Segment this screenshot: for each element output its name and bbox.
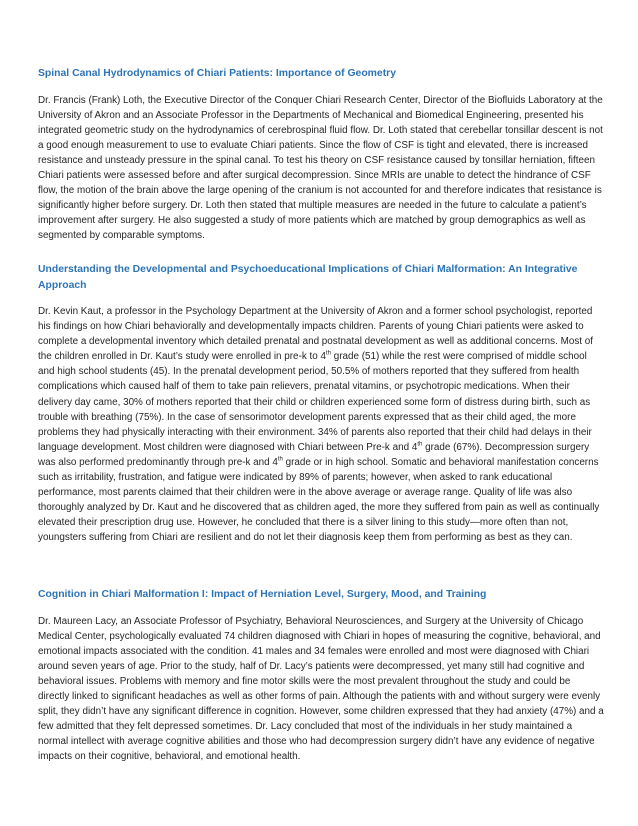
section-developmental	[38, 262, 604, 546]
section-heading: Spinal Canal Hydrodynamics of Chiari Patients: Importance of Geometry	[38, 68, 396, 79]
section-body: Dr. Maureen Lacy, an Associate Professor of Psychiatry, Behavioral Neurosciences, and Surgery at the University of Chicago Medical Center, psychologically evaluated 74 children diagnosed with Chiari in hopes of measuring the cognitive, behavioral, and emotional impacts associated with the condition. 41 males and 34 females were enrolled and most were diagnosed with Chiari around seven years of age. Prior to the study, half of Dr. Lacy’s patients were decompressed, yet many still had cognitive and behavioral issues. Problems with memory and fine motor skills were the most prevalent throughout the study and could be directly linked to significant headaches as well as other forms of pain. Although the patients with and without surgery were evenly split, they didn’t have any significant difference in cognition. However, some children expressed that they had anxiety (47%) and a few admitted that they felt depressed sometimes. Dr. Lacy concluded that most of the individuals in her study maintained a normal intellect with average cognitive abilities and those who had decompression surgery didn’t have any evidence of negative impacts on their cognitive, behavioral, and emotional health.	[38, 615, 604, 763]
section-spinal-canal	[38, 66, 604, 243]
section-body: Dr. Francis (Frank) Loth, the Executive Director of the Conquer Chiari Research Center, Director of the Biofluids Laboratory at the University of Akron and an Associate Professor in the Departments of Mechanical and Biomedical Engineering, presented his integrated geometric study on the hydrodynamics of cerebrospinal fluid flow. Dr. Loth stated that cerebellar tonsillar descent is not a good enough measurement to use to evaluate Chiari patients. Since the flow of CSF is tight and elevated, there is increased resistance and unsteady pressure in the spinal canal. To test his theory on CSF resistance caused by tonsillar herniation, fifteen Chiari patients were assessed before and after surgical decompression. Since MRIs are unable to detect the hindrance of CSF flow, the motion of the brain above the large opening of the cranium is not accounted for and therefore indicates that resistance is significantly higher before surgery. Dr. Loth then stated that multiple measures are needed in the future to calculate a patient’s improvement after surgery. He also suggested a study of more patients which are matched by group demographics as well as segmented by comparable symptoms.	[38, 94, 603, 242]
section-cognition	[38, 587, 604, 764]
section-heading: Cognition in Chiari Malformation I: Impact of Herniation Level, Surgery, Mood, and Training	[38, 589, 487, 600]
section-heading: Understanding the Developmental and Psychoeducational Implications of Chiari Malformation: An Integrative Approach	[38, 264, 578, 291]
section-body: Dr. Kevin Kaut, a professor in the Psychology Department at the University of Akron and a former school psychologist, reported his findings on how Chiari behaviorally and developmentally impacts children. Parents of young Chiari patients were asked to complete a developmental inventory which detailed prenatal and postnatal development as well as additional concerns. Most of the children enrolled in Dr. Kaut’s study were enrolled in pre-k to 4th grade (51) while the rest were comprised of middle school and high school students (45). In the prenatal development period, 50.5% of mothers reported that they suffered from health complications which caused half of them to take pain relievers, prenatal vitamins, or psychotropic medications. When their delivery day came, 30% of mothers reported that their child or children experienced some form of distress during birth, such as trouble with breathing (75%). In the case of sensorimotor development parents expressed that as their child aged, the more problems they had physically interacting with their environment. 34% of parents also reported that their child had delays in their language development. Most children were diagnosed with Chiari between Pre-k and 4th grade (67%). Decompression surgery was also performed predominantly through pre-k and 4th grade or in high school. Somatic and behavioral manifestation concerns such as irritability, frustration, and fatigue were indicated by 89% of parents; however, when asked to rank educational performance, most parents claimed that their children were in the above average or average range. Quality of life was also thoroughly analyzed by Dr. Kaut and he discovered that as children aged, the more they suffered from pain as well as continually elevated their prescription drug use. However, he concluded that there is a silver lining to this study—more often than not, youngsters suffering from Chiari are resilient and do not let their diagnosis keep them from performing as best as they can.	[38, 306, 600, 544]
